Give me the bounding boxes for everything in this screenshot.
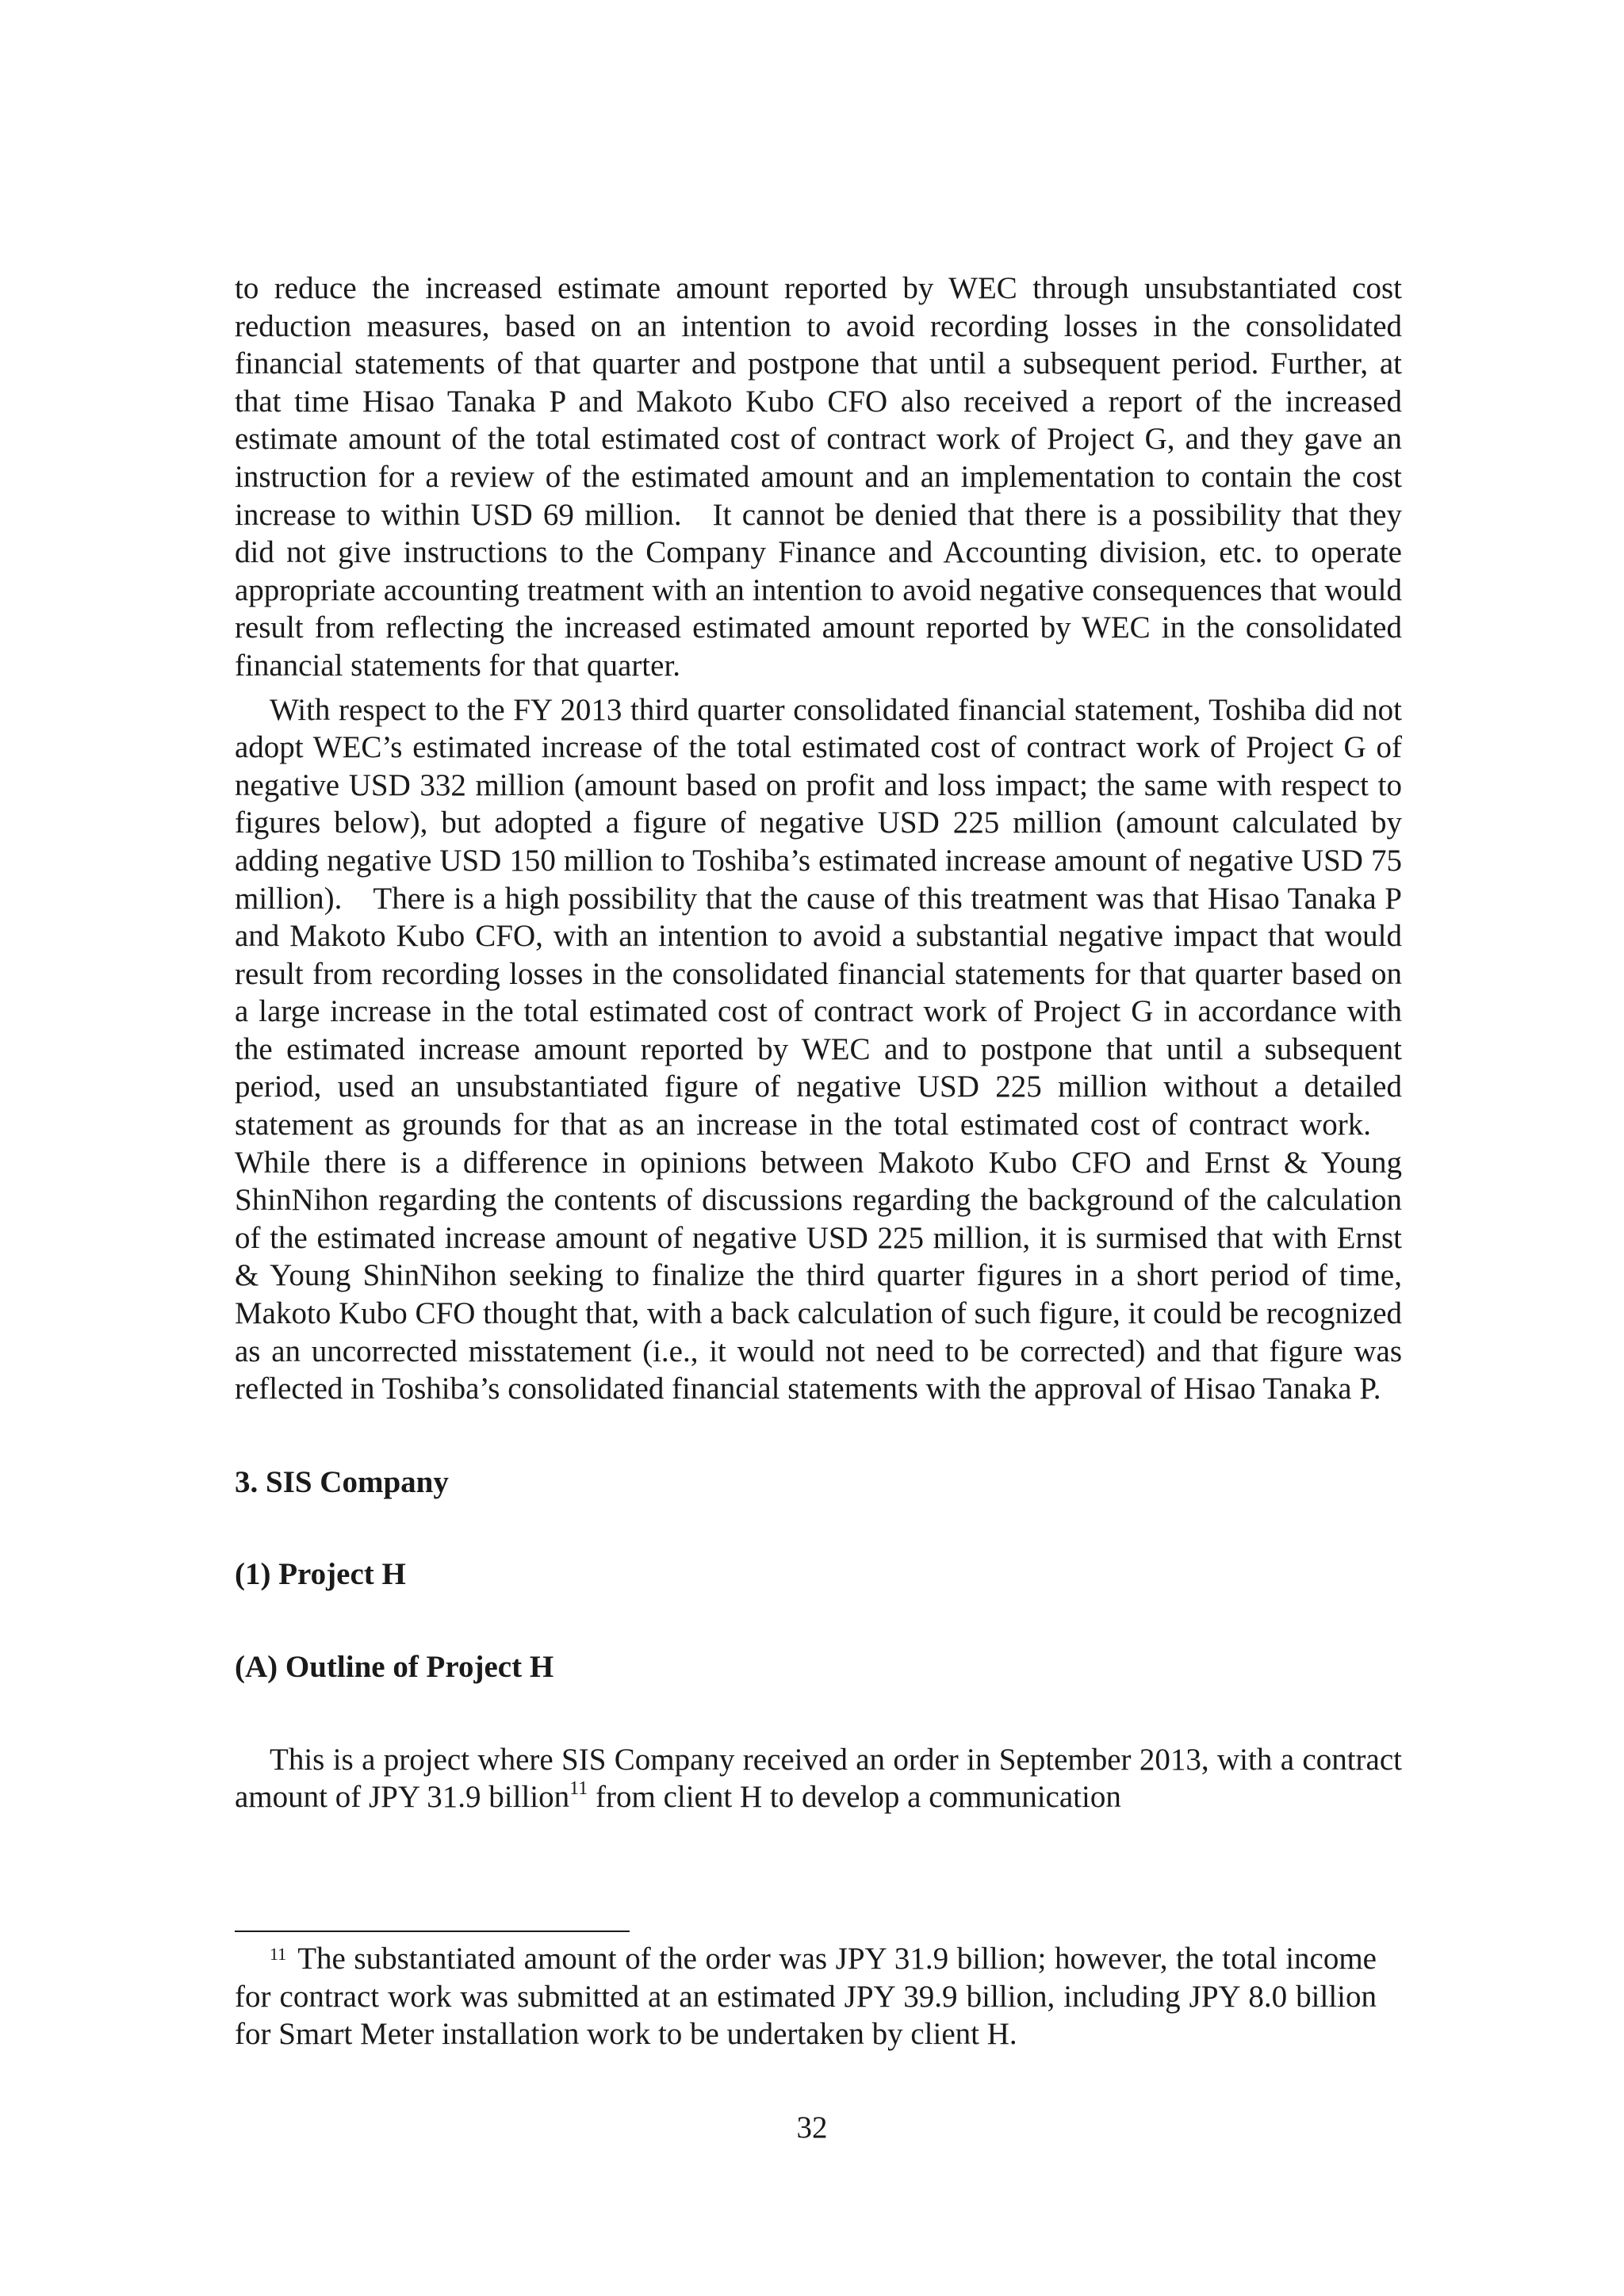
page-number: 32 bbox=[796, 2110, 828, 2145]
footnote-reference[interactable]: 11 bbox=[569, 1778, 588, 1800]
footnote-text: The substantiated amount of the order was JPY 31.9 billion; however, the total income for contract work was submitted at an estimated JPY 39.9 billion, including JPY 8.0 billion for Smart Meter installation work to be undertaken by client H. bbox=[235, 1942, 1377, 2052]
subsubsection-heading: (A) Outline of Project H bbox=[235, 1650, 554, 1684]
paragraph-3-continuation: from client H to develop a communication bbox=[588, 1780, 1121, 1815]
footnote-separator bbox=[235, 1931, 630, 1932]
subsection-heading: (1) Project H bbox=[235, 1557, 406, 1592]
paragraph-3-text: This is a project where SIS Company received an order in September 2013, with a contract amount of JPY 31.9 billion bbox=[235, 1742, 1402, 1815]
section-heading: 3. SIS Company bbox=[235, 1464, 449, 1499]
paragraph-3 bbox=[235, 1741, 1402, 1816]
paragraph-2: With respect to the FY 2013 third quarter consolidated financial statement, Toshiba did not adopt WEC’s estimated increase of the total estimated cost of contract work of Project G of negative USD 332 million (amount based on profit and loss impact; the same with respect to figures below), but adopted a figure of negative USD 225 million (amount calculated by adding negative USD 150 million to Toshiba’s estimated increase amount of negative USD 75 million). There is a high possibility that the cause of this treatment was that Hisao Tanaka P and Makoto Kubo CFO, with an intention to avoid a substantial negative impact that would result from recording losses in the consolidated financial statements for that quarter based on a large increase in the total estimated cost of contract work of Project G in accordance with the estimated increase amount reported by WEC and to postpone that until a subsequent period, used an unsubstantiated figure of negative USD 225 million without a detailed statement as grounds for that as an increase in the total estimated cost of contract work. While there is a difference in opinions between Makoto Kubo CFO and Ernst & Young ShinNihon regarding the contents of discussions regarding the background of the calculation of the estimated increase amount of negative USD 225 million, it is surmised that with Ernst & Young ShinNihon seeking to finalize the third quarter figures in a short period of time, Makoto Kubo CFO thought that, with a back calculation of such figure, it could be recognized as an uncorrected misstatement (i.e., it would not need to be corrected) and that figure was reflected in Toshiba’s consolidated financial statements with the approval of Hisao Tanaka P. bbox=[235, 692, 1402, 1406]
main-text bbox=[235, 270, 1402, 1816]
paragraph-1: to reduce the increased estimate amount reported by WEC through unsubstantiated cost reduction measures, based on an intention to avoid recording losses in the consolidated financial statements of that quarter and postpone that until a subsequent period. Further, at that time Hisao Tanaka P and Makoto Kubo CFO also received a report of the increased estimate amount of the total estimated cost of contract work of Project G, and they gave an instruction for a review of the estimated amount and an implementation to contain the cost increase to within USD 69 million. It cannot be denied that there is a possibility that they did not give instructions to the Company Finance and Accounting division, etc. to operate appropriate accounting treatment with an intention to avoid negative consequences that would result from reflecting the increased estimated amount reported by WEC in the consolidated financial statements for that quarter. bbox=[235, 271, 1402, 683]
footnote-mark: 11 bbox=[270, 1944, 287, 1964]
footnote bbox=[235, 1940, 1377, 2053]
